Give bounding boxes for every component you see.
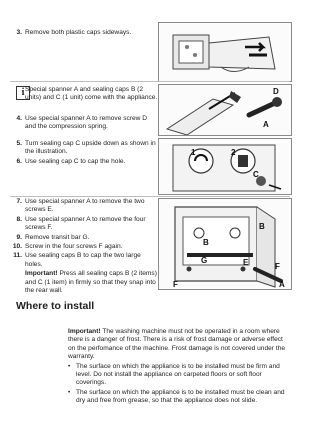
- step-9: [8, 234, 158, 242]
- bullet-item: • The surface on which the appliance is to be installed must be firm and level. Do not install the appliance on carpeted floors or soft floor coverings.: [68, 363, 290, 388]
- figure-label: G: [201, 256, 208, 265]
- important-note: [8, 270, 158, 295]
- figure-label: D: [273, 87, 279, 96]
- step-text: Use special spanner A to remove the four screws F.: [25, 215, 146, 232]
- section-heading: Where to install: [16, 300, 95, 312]
- figure-transit-bar: [158, 198, 292, 290]
- steps-7-11: [8, 198, 158, 295]
- step-number: 10.: [12, 243, 22, 251]
- install-important: [68, 328, 290, 362]
- step-number: 11.: [13, 252, 22, 260]
- step-10: [8, 243, 158, 251]
- figure-label: F: [275, 262, 280, 271]
- step-5: [8, 140, 158, 157]
- step-6: [8, 158, 158, 166]
- step-number: 9.: [16, 233, 22, 241]
- step-number: 7.: [16, 198, 22, 205]
- figure-label: A: [263, 120, 269, 129]
- step-number: 5.: [16, 140, 22, 147]
- step-text: Use sealing cap C to cap the hole.: [25, 158, 126, 165]
- important-label: Important!: [68, 328, 101, 335]
- step-number: 4.: [16, 115, 22, 122]
- figure-label: C: [253, 170, 259, 179]
- important-text: Press all sealing caps B (2 items) and C (1 item) in firmly so that they snap into the rear wall.: [25, 270, 157, 295]
- figure-label: 2: [231, 148, 236, 157]
- figure-label: E: [243, 258, 249, 267]
- step-text: Use special spanner A to remove screw D and the compression spring.: [25, 115, 148, 131]
- bullet-text: The surface on which the appliance is to be installed must be clean and dry and free from grease, so that the appliance does not slide.: [76, 388, 285, 405]
- step-number: 8.: [16, 215, 22, 223]
- figure-caps: [158, 22, 292, 82]
- step-number: 3.: [16, 29, 22, 36]
- step-11: [8, 252, 158, 269]
- step-3: [8, 29, 158, 37]
- bullet-text: The surface on which the appliance is to be installed must be firm and level. Do not install the appliance on carpeted floors or soft floor coverings.: [76, 362, 280, 387]
- step-7: [8, 198, 158, 215]
- step-text: Screw in the four screws F again.: [25, 243, 123, 251]
- step-text: Remove both plastic caps sideways.: [25, 29, 132, 36]
- bullet-item: • The surface on which the appliance is to be installed must be clean and dry and free from grease, so that the appliance does not slide.: [68, 389, 290, 406]
- important-label: Important!: [25, 270, 58, 278]
- divider: [10, 81, 290, 82]
- figure-label: B: [203, 238, 209, 247]
- step-text: Turn sealing cap C upside down as shown in the illustration.: [25, 140, 156, 156]
- figure-label: A: [279, 280, 285, 289]
- step-8: [8, 216, 158, 233]
- figure-label: F: [173, 280, 178, 289]
- step-text: Remove transit bar G.: [25, 233, 90, 241]
- divider: [10, 196, 290, 197]
- figure-cap-c: [158, 138, 292, 195]
- step-text: Use sealing caps B to cap the two large holes.: [25, 252, 141, 268]
- figure-label: 1: [191, 148, 196, 157]
- note-1: [8, 86, 158, 103]
- install-section: [68, 328, 290, 406]
- step-text: Use special spanner A to remove the two screws E.: [25, 198, 145, 214]
- figure-screw-d: [158, 84, 292, 136]
- note-text: Special spanner A and sealing caps B (2 units) and C (1 unit) come with the appliance.: [25, 86, 158, 102]
- info-icon: i: [16, 86, 30, 100]
- step-number: 6.: [16, 158, 22, 165]
- important-text: The washing machine must not be operated in a room where there is a danger of frost. There is a risk of frost damage or adverse effect on the perfomance of the machine. Frost damage is not covered under the warranty.: [68, 328, 285, 361]
- figure-label: B: [259, 222, 265, 231]
- step-4: [8, 115, 158, 132]
